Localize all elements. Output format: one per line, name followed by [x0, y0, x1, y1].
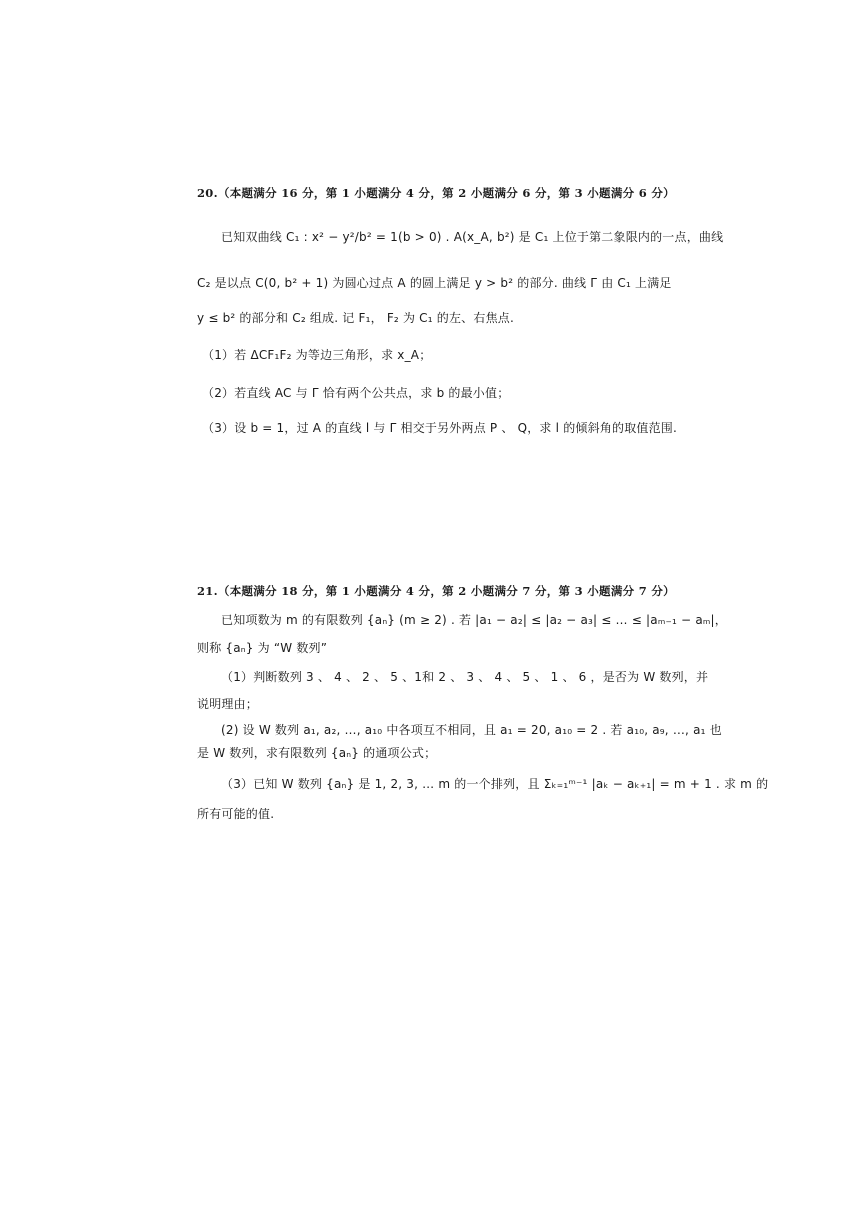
problem-20-part-2: （2）若直线 AC 与 Γ 恰有两个公共点，求 b 的最小值；: [202, 386, 510, 400]
problem-21-part-1-cont: 说明理由；: [197, 697, 259, 711]
problem-21-part-1: （1）判断数列 3 、 4 、 2 、 5 、1和 2 、 3 、 4 、 5 、 1 、 6 ，是否为 W 数列，并: [221, 670, 709, 684]
problem-21-heading: 21.（本题满分 18 分，第 1 小题满分 4 分，第 2 小题满分 7 分，第 3 小题满分 7 分）: [197, 584, 675, 598]
problem-20-line-1: 已知双曲线 C₁ : x² − y²/b² = 1(b > 0) . A(x_A, b²) 是 C₁ 上位于第二象限内的一点，曲线: [221, 230, 724, 244]
problem-20-line-2: C₂ 是以点 C(0, b² + 1) 为圆心过点 A 的圆上满足 y > b² 的部分. 曲线 Γ 由 C₁ 上满足: [197, 276, 672, 290]
problem-21-part-3-cont: 所有可能的值.: [197, 807, 275, 821]
problem-21-part-2-cont: 是 W 数列，求有限数列 {aₙ} 的通项公式；: [197, 746, 437, 760]
problem-20-line-3: y ≤ b² 的部分和 C₂ 组成. 记 F₁， F₂ 为 C₁ 的左、右焦点.: [197, 311, 514, 325]
problem-20-part-1: （1）若 ΔCF₁F₂ 为等边三角形，求 x_A；: [202, 348, 432, 362]
problem-21-part-2: (2) 设 W 数列 a₁, a₂, …, a₁₀ 中各项互不相同，且 a₁ = 20, a₁₀ = 2 . 若 a₁₀, a₉, …, a₁ 也: [221, 723, 722, 737]
problem-20-heading: 20.（本题满分 16 分，第 1 小题满分 4 分，第 2 小题满分 6 分，第 3 小题满分 6 分）: [197, 186, 675, 200]
problem-21-part-3: （3）已知 W 数列 {aₙ} 是 1, 2, 3, … m 的一个排列，且 Σₖ₌₁ᵐ⁻¹ |aₖ − aₖ₊₁| = m + 1 . 求 m 的: [221, 777, 769, 791]
problem-21-line-1: 已知项数为 m 的有限数列 {aₙ} (m ≥ 2) . 若 |a₁ − a₂| ≤ |a₂ − a₃| ≤ … ≤ |aₘ₋₁ − aₘ|，: [221, 613, 728, 627]
problem-20-part-3: （3）设 b = 1，过 A 的直线 l 与 Γ 相交于另外两点 P 、 Q，求 l 的倾斜角的取值范围.: [202, 421, 678, 435]
problem-21-line-2: 则称 {aₙ} 为 “W 数列”: [197, 641, 328, 655]
